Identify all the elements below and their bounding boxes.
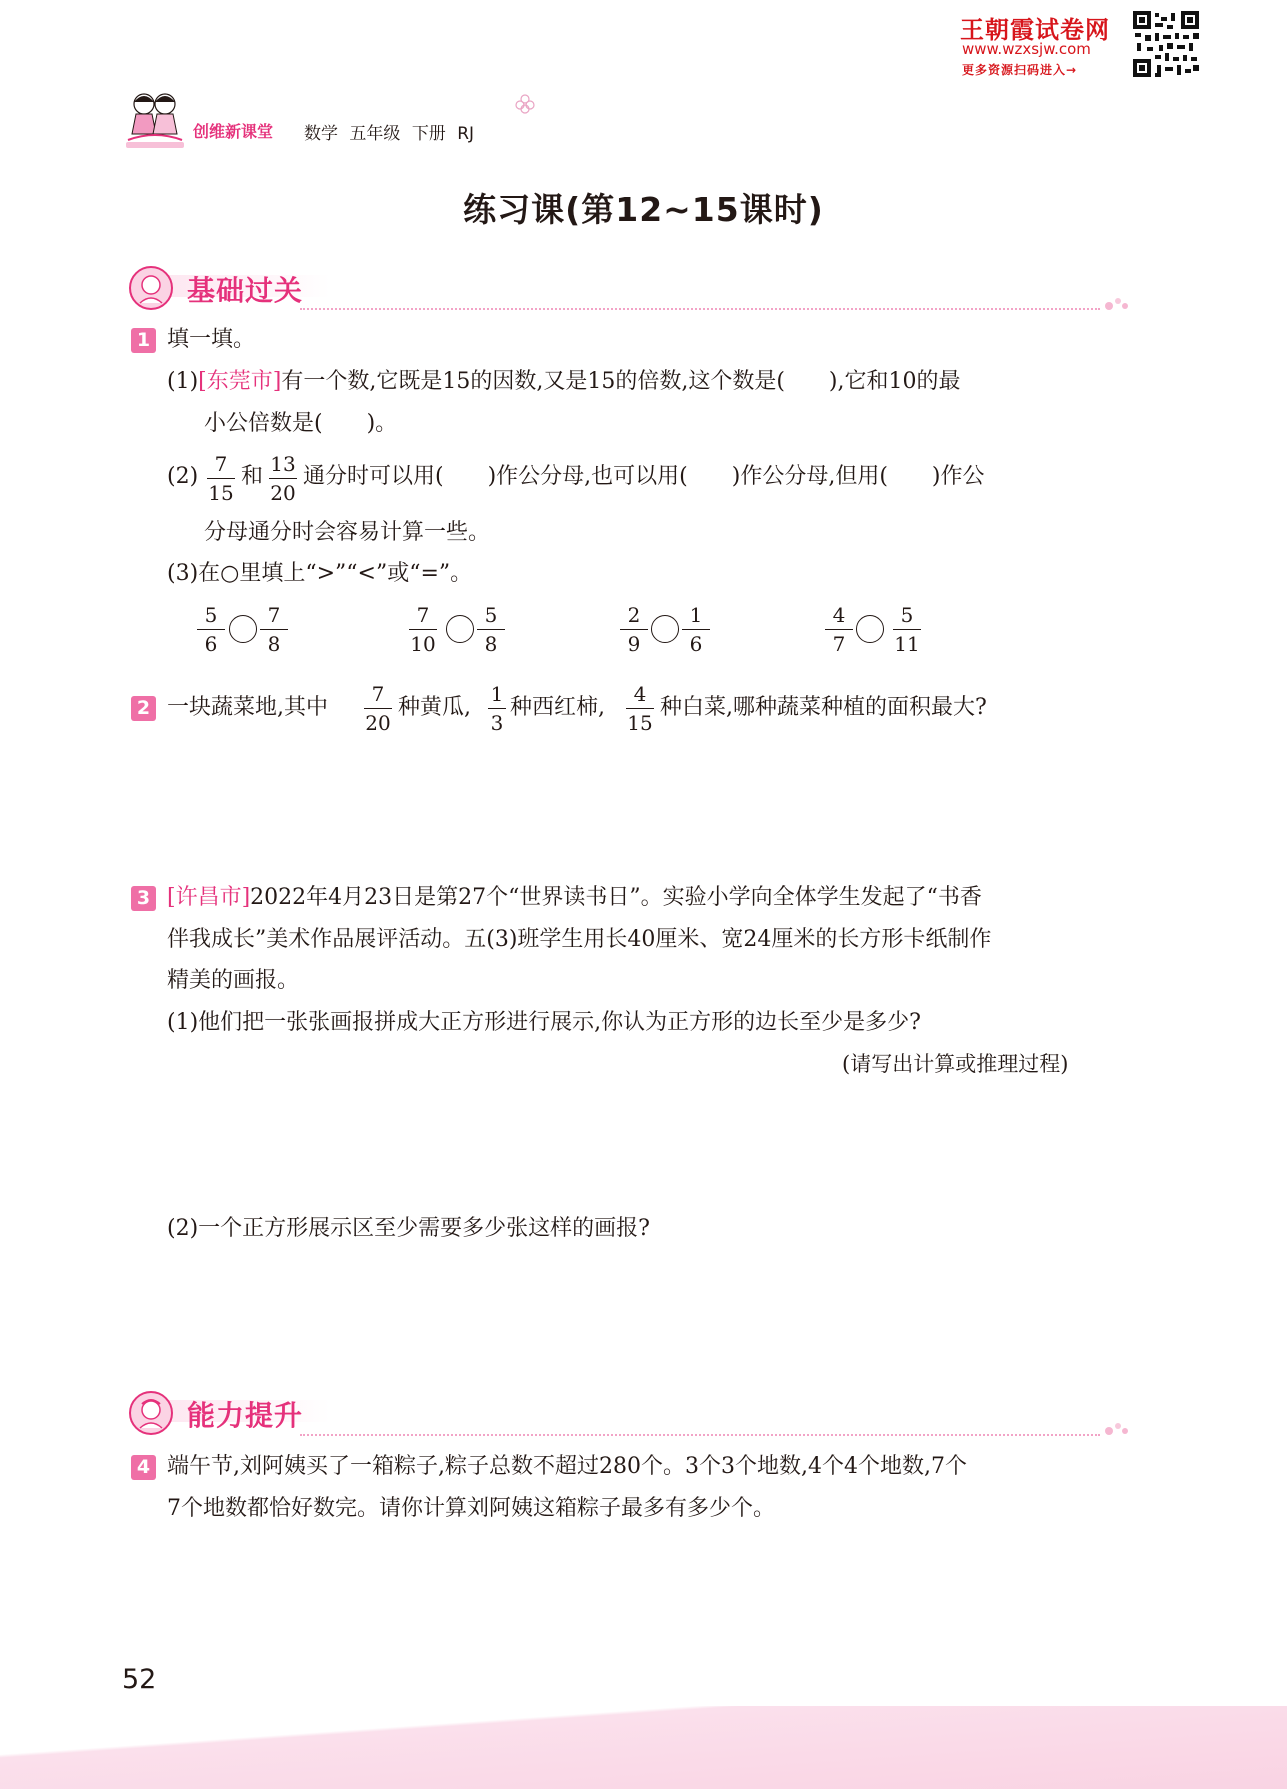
numerator: 1: [490, 682, 504, 706]
q2-text-1: 一块蔬菜地,其中: [167, 695, 328, 720]
fraction: [401, 603, 445, 656]
q3-sub2: (2)一个正方形展示区至少需要多少张这样的画报?: [167, 1216, 650, 1241]
q3-line1: [167, 883, 982, 913]
q4-line2: 7个地数都恰好数完。请你计算刘阿姨这箱粽子最多有多少个。: [167, 1496, 775, 1521]
subject-info: [304, 119, 480, 144]
fraction-4-15: [618, 682, 662, 735]
fraction: [674, 603, 718, 656]
q2-text-2: 种黄瓜,: [398, 695, 471, 720]
q2-text-3: 种西红柿,: [510, 695, 605, 720]
section-divider: [300, 308, 1100, 310]
q3-line1-text: 2022年4月23日是第27个“世界读书日”。实验小学向全体学生发起了“书香: [250, 885, 982, 910]
series-name: 创维新课堂: [193, 122, 274, 141]
q3-line3: 精美的画报。: [167, 968, 300, 993]
dots-decoration-icon: [1103, 294, 1129, 312]
question-number: 4: [131, 1455, 156, 1480]
fraction: [612, 603, 656, 656]
section-title-advanced: 能力提升: [187, 1399, 304, 1432]
fraction: [885, 603, 929, 656]
globe-girl-icon: [128, 265, 174, 311]
fraction-7-20: [356, 682, 400, 735]
numerator: 2: [627, 603, 641, 627]
answer-circle[interactable]: [856, 615, 884, 643]
subject: 数学: [304, 124, 338, 144]
numerator: 5: [900, 603, 914, 627]
grade: 五年级: [349, 124, 401, 144]
q3-sub1: (1)他们把一张张画报拼成大正方形进行展示,你认为正方形的边长至少是多少?: [167, 1010, 921, 1035]
numerator: 13: [270, 452, 296, 476]
fraction: [189, 603, 233, 656]
numerator: 5: [204, 603, 218, 627]
dots-decoration-icon: [1103, 1419, 1129, 1437]
numerator: 5: [484, 603, 498, 627]
question-number: 2: [131, 696, 156, 721]
denominator: 8: [484, 632, 498, 656]
fraction: [252, 603, 296, 656]
page-title: 练习课(第12~15课时): [463, 190, 824, 229]
q1-part2-prefix: (2): [167, 464, 199, 489]
denominator: 6: [689, 632, 703, 656]
kids-logo-icon: [124, 90, 186, 154]
denominator: 15: [208, 481, 234, 505]
region-tag: [许昌市]: [167, 885, 251, 910]
denominator: 20: [270, 481, 296, 505]
denominator: 3: [490, 711, 504, 735]
qr-code-icon[interactable]: [1133, 11, 1199, 77]
section-title-basic: 基础过关: [187, 274, 304, 307]
brand-hint: 更多资源扫码进入→: [962, 63, 1078, 77]
numerator: 1: [689, 603, 703, 627]
edition: RJ: [457, 124, 475, 144]
fraction: [469, 603, 513, 656]
q1-instruction: 填一填。: [167, 327, 256, 352]
numerator: 7: [371, 682, 385, 706]
numerator: 4: [633, 682, 647, 706]
denominator: 20: [365, 711, 391, 735]
page-number: 52: [122, 1664, 157, 1695]
fraction: [817, 603, 861, 656]
question-number: 3: [131, 886, 156, 911]
flower-decoration-icon: [514, 93, 536, 115]
q1-part1-line1: [167, 367, 960, 397]
globe-boy-icon: [128, 1390, 174, 1436]
fraction-13-20: [261, 452, 305, 505]
q1-part2-and: 和: [241, 464, 264, 489]
q2-text-4: 种白菜,哪种蔬菜种植的面积最大?: [660, 695, 987, 720]
q3-line2: 伴我成长”美术作品展评活动。五(3)班学生用长40厘米、宽24厘米的长方形卡纸制作: [167, 927, 992, 952]
section-divider: [300, 1434, 1100, 1436]
q3-sub1-note: (请写出计算或推理过程): [842, 1052, 1069, 1076]
fraction-7-15: [199, 452, 243, 505]
numerator: 7: [416, 603, 430, 627]
denominator: 10: [410, 632, 436, 656]
brand-name: 王朝霞试卷网: [960, 16, 1110, 44]
q1-part3-text: (3)在○里填上“>”“<”或“=”。: [167, 561, 473, 586]
q1-part1-text: 有一个数,它既是15的因数,又是15的倍数,这个数是( ),它和10的最: [281, 369, 961, 394]
numerator: 7: [267, 603, 281, 627]
denominator: 6: [204, 632, 218, 656]
q1-part2-line2: 分母通分时会容易计算一些。: [204, 520, 491, 545]
region-tag: [东莞市]: [198, 369, 282, 394]
q1-part1-prefix: (1): [167, 369, 199, 394]
volume: 下册: [411, 124, 446, 144]
denominator: 7: [832, 632, 846, 656]
numerator: 4: [832, 603, 846, 627]
question-number: 1: [131, 328, 156, 353]
denominator: 15: [627, 711, 653, 735]
numerator: 7: [214, 452, 228, 476]
q1-part2-text: 通分时可以用( )作公分母,也可以用( )作公分母,但用( )作公: [303, 464, 985, 489]
denominator: 11: [894, 632, 920, 656]
q4-line1: 端午节,刘阿姨买了一箱粽子,粽子总数不超过280个。3个3个地数,4个4个地数,7个: [167, 1454, 967, 1479]
denominator: 9: [627, 632, 641, 656]
footer-band: [0, 1706, 1287, 1789]
brand-url[interactable]: www.wzxsjw.com: [962, 40, 1091, 58]
q1-part1-line2: 小公倍数是( )。: [204, 411, 398, 436]
denominator: 8: [267, 632, 281, 656]
